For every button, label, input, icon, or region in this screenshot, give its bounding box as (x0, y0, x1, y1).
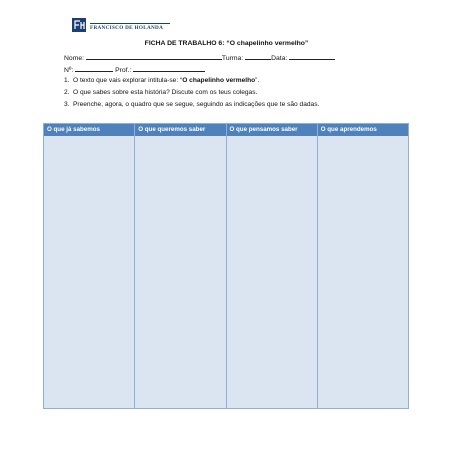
prof-field[interactable] (133, 65, 205, 72)
kwl-table (43, 123, 409, 409)
numero-field[interactable] (75, 65, 113, 72)
question-2 (64, 89, 257, 96)
column-aprendemos (318, 124, 408, 408)
question-text: O texto que vais explorar intitula-se: “ (73, 77, 183, 84)
column-header: O que aprendemos (318, 124, 408, 136)
question-number: 2. (64, 89, 70, 96)
name-line (64, 53, 335, 62)
school-logo (72, 18, 192, 36)
question-text-end: ”. (255, 77, 260, 84)
turma-label: Turma: (221, 55, 244, 62)
data-label: Data: (271, 55, 288, 62)
column-cell[interactable] (318, 136, 408, 408)
question-text: Preenche, agora, o quadro que se segue, seguindo as indicações que te são dadas. (73, 101, 320, 108)
prof-label: Prof.: (115, 67, 132, 74)
question-3 (64, 101, 319, 108)
column-header: O que já sabemos (44, 124, 134, 136)
name-field[interactable] (86, 53, 222, 60)
numero-label: Nº: (64, 67, 74, 74)
column-cell[interactable] (135, 136, 225, 408)
column-header: O que pensamos saber (227, 124, 317, 136)
number-line (64, 65, 205, 74)
fh-logo-icon (72, 18, 86, 32)
date-field[interactable] (289, 53, 335, 60)
question-1 (64, 77, 259, 84)
column-cell[interactable] (44, 136, 134, 408)
story-title: O chapelinho vermelho (182, 77, 256, 84)
name-label: Nome: (64, 55, 85, 62)
question-number: 1. (64, 77, 70, 84)
column-cell[interactable] (227, 136, 317, 408)
column-header: O que queremos saber (135, 124, 225, 136)
question-number: 3. (64, 101, 70, 108)
column-queremos-saber (135, 124, 226, 408)
turma-field[interactable] (245, 53, 271, 60)
question-text: O que sabes sobre esta história? Discute com os teus colegas. (73, 89, 258, 96)
logo-rule (90, 23, 170, 24)
column-pensamos-saber (227, 124, 318, 408)
logo-text: FRANCISCO DE HOLANDA (90, 25, 164, 31)
column-ja-sabemos (44, 124, 135, 408)
worksheet-title: FICHA DE TRABALHO 6: “O chapelinho vermelho” (144, 40, 309, 47)
